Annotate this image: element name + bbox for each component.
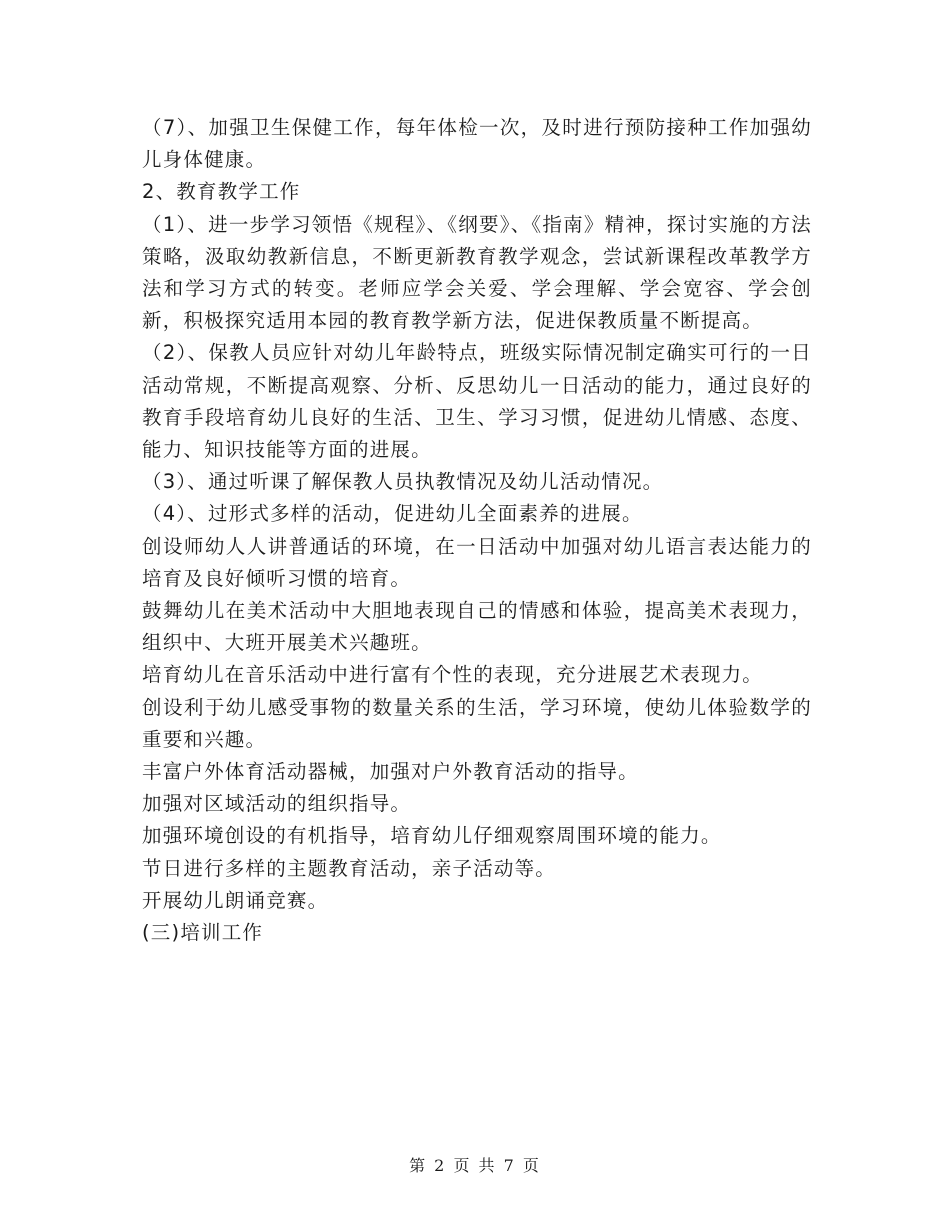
document-body	[142, 112, 812, 949]
paragraph-area-activities: 加强对区域活动的组织指导。	[142, 792, 412, 816]
page-number-footer: 第 2 页 共 7 页	[409, 1156, 541, 1175]
paragraph-festival-activities: 节日进行多样的主题教育活动，亲子活动等。	[142, 856, 557, 880]
paragraph-art-activities: 鼓舞幼儿在美术活动中大胆地表现自己的情感和体验，提高美术表现力，组织中、大班开展美术兴趣班。	[142, 599, 812, 655]
section-heading-education: 2、教育教学工作	[142, 180, 301, 204]
paragraph-mandarin-environment: 创设师幼人人讲普通话的环境，在一日活动中加强对幼儿语言表达能力的培育及良好倾听习惯的培育。	[142, 534, 812, 590]
paragraph-lesson-observation: （3）、通过听课了解保教人员执教情况及幼儿活动情况。	[142, 470, 664, 494]
paragraph-daily-routine: （2）、保教人员应针对幼儿年龄特点，班级实际情况制定确实可行的一日活动常规，不断提高观察、分析、反思幼儿一日活动的能力，通过良好的教育手段培育幼儿良好的生活、卫生、学习习惯，促进幼儿情感、态度、能力、知识技能等方面的进展。	[142, 341, 812, 462]
paragraph-math-environment: 创设利于幼儿感受事物的数量关系的生活，学习环境，使幼儿体验数学的重要和兴趣。	[142, 695, 812, 751]
section-heading-training: (三)培训工作	[142, 921, 264, 945]
paragraph-diverse-activities: （4）、过形式多样的活动，促进幼儿全面素养的进展。	[142, 502, 643, 526]
paragraph-health-care: （7）、加强卫生保健工作，每年体检一次，及时进行预防接种工作加强幼儿身体健康。	[142, 116, 812, 172]
paragraph-study-guidelines: （1）、进一步学习领悟《规程》、《纲要》、《指南》精神，探讨实施的方法策略，汲取幼教新信息，不断更新教育教学观念，尝试新课程改革教学方法和学习方式的转变。老师应学会关爱、学会理解、学会宽容、学会创新，积极探究适用本园的教育教学新方法，促进保教质量不断提高。	[142, 212, 812, 333]
paragraph-environment-creation: 加强环境创设的有机指导，培育幼儿仔细观察周围环境的能力。	[142, 824, 722, 848]
paragraph-recitation-contest: 开展幼儿朗诵竞赛。	[142, 888, 329, 912]
paragraph-outdoor-sports: 丰富户外体育活动器械，加强对户外教育活动的指导。	[142, 760, 639, 784]
paragraph-music-activities: 培育幼儿在音乐活动中进行富有个性的表现，充分进展艺术表现力。	[142, 663, 764, 687]
